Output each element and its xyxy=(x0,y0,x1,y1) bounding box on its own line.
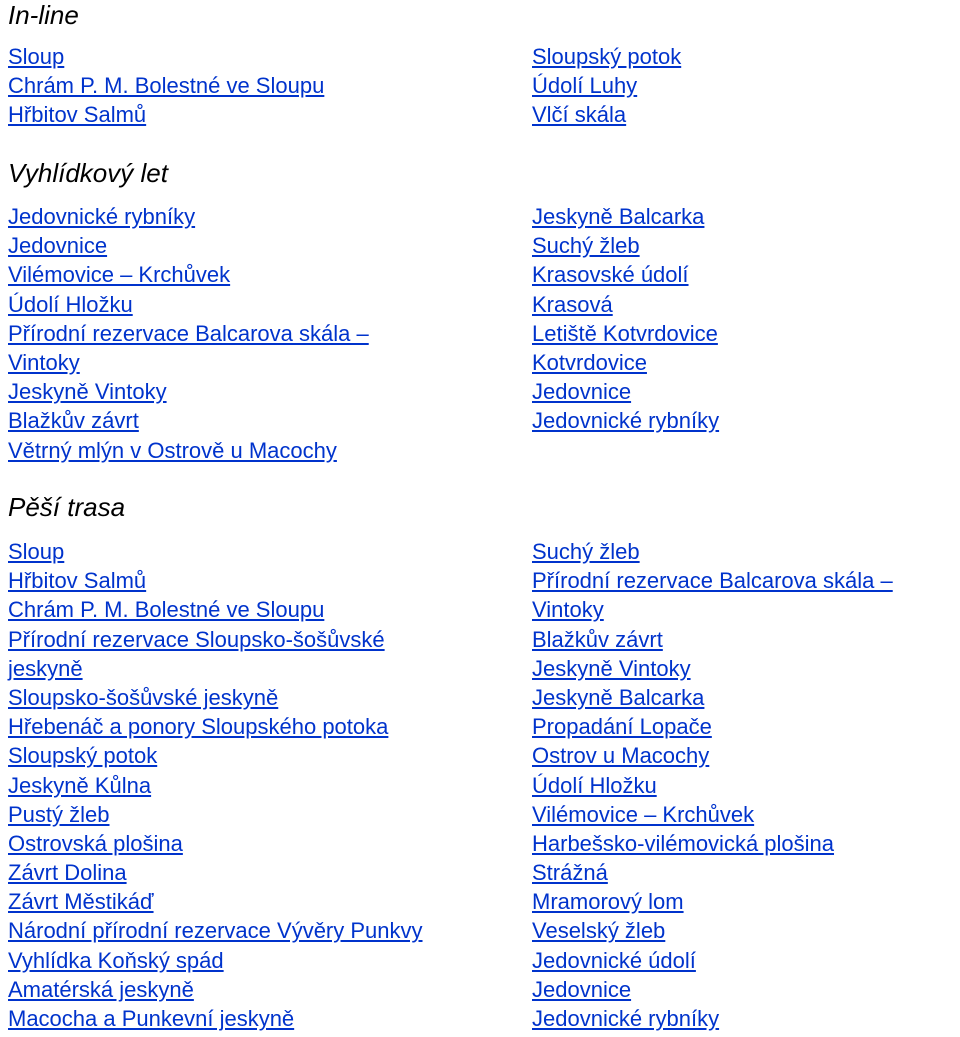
list-item xyxy=(532,1004,893,1033)
list-item xyxy=(8,406,369,435)
list-item xyxy=(532,348,719,377)
link[interactable]: Přírodní rezervace Sloupsko-šošůvské xyxy=(8,626,385,652)
list-item xyxy=(532,202,719,231)
link[interactable]: Jedovnice xyxy=(532,976,632,1002)
list-item xyxy=(8,202,369,231)
list-item xyxy=(8,595,423,624)
link[interactable]: Údolí Hložku xyxy=(532,772,657,798)
pesi-trasa-left-list xyxy=(8,537,423,1033)
link[interactable]: Veselský žleb xyxy=(532,918,666,944)
link[interactable]: Chrám P. M. Bolestné ve Sloupu xyxy=(8,597,325,623)
link[interactable]: Sloupsko-šošůvské jeskyně xyxy=(8,684,279,710)
link[interactable]: Sloupský potok xyxy=(8,743,158,769)
list-item xyxy=(532,741,893,770)
link[interactable]: Hřbitov Salmů xyxy=(8,102,147,128)
link[interactable]: Vilémovice – Krchůvek xyxy=(532,801,755,827)
link[interactable]: Jedovnice xyxy=(532,379,632,405)
link[interactable]: Závrt Dolina xyxy=(8,860,127,886)
list-item xyxy=(8,975,423,1004)
link[interactable]: Údolí Luhy xyxy=(532,73,638,99)
link[interactable]: Vintoky xyxy=(8,349,80,375)
list-item xyxy=(532,231,719,260)
list-item xyxy=(532,566,893,595)
link[interactable]: Jeskyně Vintoky xyxy=(532,655,691,681)
list-item xyxy=(532,946,893,975)
link[interactable]: Přírodní rezervace Balcarova skála – xyxy=(532,568,893,594)
inline-right-list xyxy=(532,42,681,130)
list-item xyxy=(532,406,719,435)
link[interactable]: Vilémovice – Krchůvek xyxy=(8,262,231,288)
list-item xyxy=(8,858,423,887)
link[interactable]: Strážná xyxy=(532,860,608,886)
list-item xyxy=(8,946,423,975)
link[interactable]: Jeskyně Balcarka xyxy=(532,684,705,710)
list-item xyxy=(532,916,893,945)
list-item xyxy=(8,683,423,712)
vyhlidkovy-let-left-list xyxy=(8,202,369,465)
list-item xyxy=(532,319,719,348)
link[interactable]: Jedovnické údolí xyxy=(532,947,696,973)
list-item xyxy=(532,595,893,624)
link[interactable]: Macocha a Punkevní jeskyně xyxy=(8,1006,295,1031)
link[interactable]: Chrám P. M. Bolestné ve Sloupu xyxy=(8,73,325,99)
list-item xyxy=(8,916,423,945)
list-item xyxy=(8,566,423,595)
link[interactable]: Harbešsko-vilémovická plošina xyxy=(532,830,835,856)
list-item xyxy=(532,654,893,683)
link[interactable]: Jeskyně Vintoky xyxy=(8,379,167,405)
link[interactable]: Závrt Městikáď xyxy=(8,889,154,915)
list-item xyxy=(8,654,423,683)
link[interactable]: Vyhlídka Koňský spád xyxy=(8,947,224,973)
link[interactable]: Údolí Hložku xyxy=(8,291,133,317)
section-title-vyhlidkovy-let: Vyhlídkový let xyxy=(8,158,168,188)
link[interactable]: Jedovnické rybníky xyxy=(8,204,196,229)
link[interactable]: Suchý žleb xyxy=(532,233,640,259)
list-item xyxy=(8,319,369,348)
link[interactable]: Národní přírodní rezervace Vývěry Punkvy xyxy=(8,918,423,944)
link[interactable]: Blažkův závrt xyxy=(532,626,663,652)
list-item xyxy=(532,683,893,712)
list-item xyxy=(8,741,423,770)
list-item xyxy=(8,625,423,654)
list-item xyxy=(8,771,423,800)
list-item xyxy=(8,887,423,916)
link[interactable]: Amatérská jeskyně xyxy=(8,976,194,1002)
link[interactable]: Sloupský potok xyxy=(532,44,682,69)
list-item xyxy=(8,290,369,319)
list-item xyxy=(8,231,369,260)
link[interactable]: Letiště Kotvrdovice xyxy=(532,320,718,346)
list-item xyxy=(8,800,423,829)
link[interactable]: Mramorový lom xyxy=(532,889,684,915)
link[interactable]: Jedovnice xyxy=(8,233,108,259)
link[interactable]: Pustý žleb xyxy=(8,801,110,827)
list-item xyxy=(532,260,719,289)
list-item xyxy=(532,712,893,741)
list-item xyxy=(8,537,423,566)
list-item xyxy=(8,71,324,100)
list-item xyxy=(532,537,893,566)
link[interactable]: Suchý žleb xyxy=(532,539,640,564)
link[interactable]: Hřbitov Salmů xyxy=(8,568,147,594)
link[interactable]: Hřebenáč a ponory Sloupského potoka xyxy=(8,714,389,740)
list-item xyxy=(532,377,719,406)
link[interactable]: Ostrovská plošina xyxy=(8,830,183,856)
link[interactable]: Větrný mlýn v Ostrově u Macochy xyxy=(8,437,337,463)
link[interactable]: Vlčí skála xyxy=(532,102,627,128)
link[interactable]: Jeskyně Kůlna xyxy=(8,772,152,798)
list-item xyxy=(532,290,719,319)
link[interactable]: Jedovnické rybníky xyxy=(532,408,720,434)
link[interactable]: jeskyně xyxy=(8,655,83,681)
inline-left-list xyxy=(8,42,324,130)
list-item xyxy=(532,829,893,858)
list-item xyxy=(8,377,369,406)
list-item xyxy=(8,436,369,465)
link[interactable]: Propadání Lopače xyxy=(532,714,712,740)
link[interactable]: Vintoky xyxy=(532,597,604,623)
link[interactable]: Jedovnické rybníky xyxy=(532,1006,720,1031)
list-item xyxy=(8,42,324,71)
link[interactable]: Ostrov u Macochy xyxy=(532,743,710,769)
list-item xyxy=(532,887,893,916)
list-item xyxy=(532,975,893,1004)
link[interactable]: Sloup xyxy=(8,44,65,69)
list-item xyxy=(8,1004,423,1033)
list-item xyxy=(532,71,681,100)
list-item xyxy=(532,42,681,71)
list-item xyxy=(8,712,423,741)
list-item xyxy=(8,100,324,129)
link[interactable]: Přírodní rezervace Balcarova skála – xyxy=(8,320,369,346)
link[interactable]: Kotvrdovice xyxy=(532,349,647,375)
list-item xyxy=(532,800,893,829)
section-title-pesi-trasa: Pěší trasa xyxy=(8,492,126,522)
link[interactable]: Krasovské údolí xyxy=(532,262,689,288)
list-item xyxy=(532,771,893,800)
list-item xyxy=(532,858,893,887)
link[interactable]: Blažkův závrt xyxy=(8,408,139,434)
link[interactable]: Sloup xyxy=(8,539,65,564)
list-item xyxy=(8,348,369,377)
list-item xyxy=(8,260,369,289)
section-title-inline: In-line xyxy=(8,0,79,30)
list-item xyxy=(532,625,893,654)
pesi-trasa-right-list xyxy=(532,537,893,1033)
vyhlidkovy-let-right-list xyxy=(532,202,719,436)
link[interactable]: Jeskyně Balcarka xyxy=(532,204,705,229)
link[interactable]: Krasová xyxy=(532,291,613,317)
list-item xyxy=(8,829,423,858)
list-item xyxy=(532,100,681,129)
